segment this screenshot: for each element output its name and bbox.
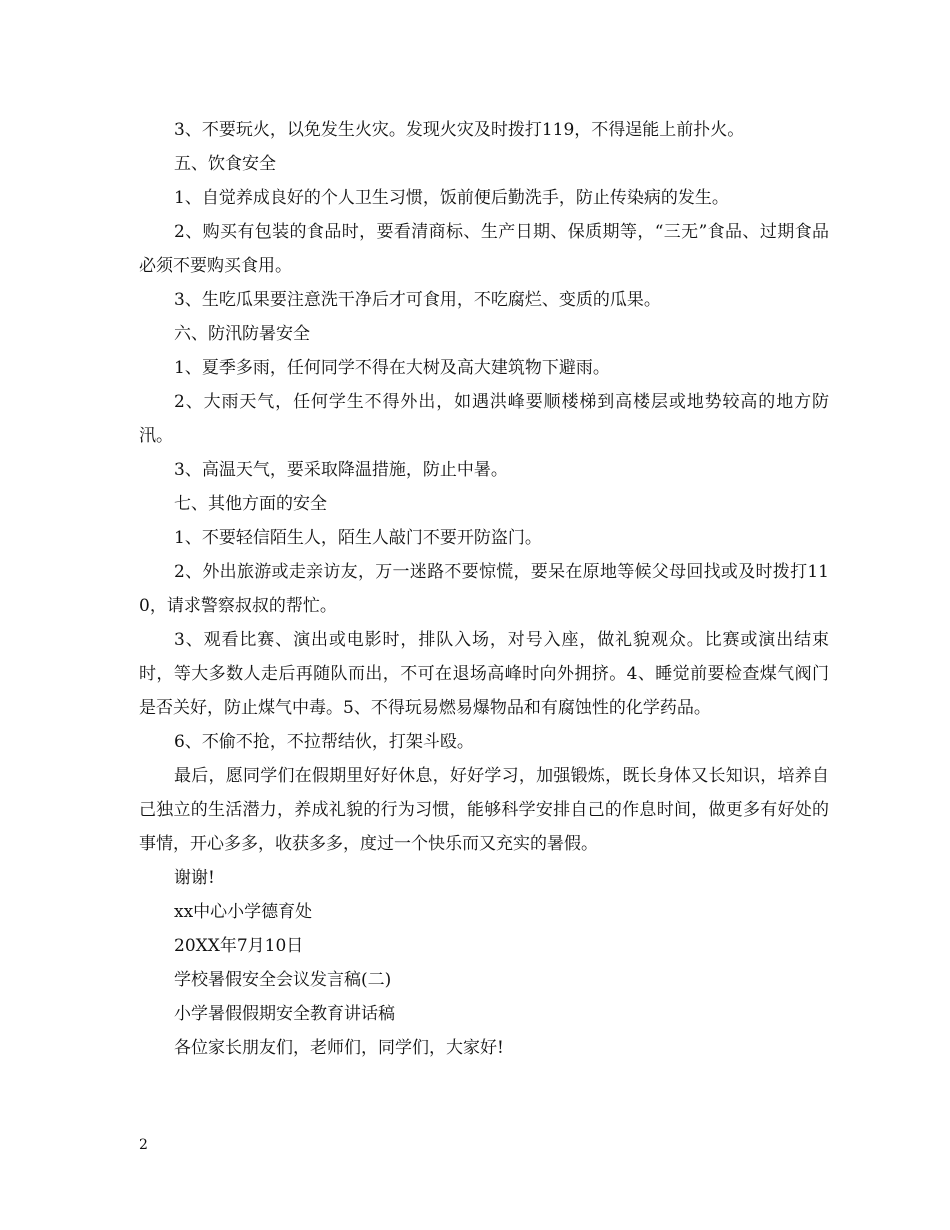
paragraph-flood-item-1: 1、夏季多雨，任何同学不得在大树及高大建筑物下避雨。 [174,358,610,378]
paragraph-thanks: 谢谢! [174,868,215,888]
section-heading-food-safety: 五、饮食安全 [174,154,276,174]
paragraph-food-item-3: 3、生吃瓜果要注意洗干净后才可食用，不吃腐烂、变质的瓜果。 [174,290,661,310]
next-document-subtitle: 小学暑假假期安全教育讲话稿 [174,1004,395,1024]
section-heading-other-safety: 七、其他方面的安全 [174,494,327,514]
paragraph-food-item-1: 1、自觉养成良好的个人卫生习惯，饭前便后勤洗手，防止传染病的发生。 [174,188,729,208]
paragraph-closing: 最后，愿同学们在假期里好好休息，好好学习，加强锻炼，既长身体又长知识，培养自己独立的生活潜力，养成礼貌的行为习惯，能够科学安排自己的作息时间，做更多有好处的事情，开心多多，收获多多，度过一个快乐而又充实的暑假。 [139,766,829,854]
paragraph-other-item-6: 6、不偷不抢，不拉帮结伙，打架斗殴。 [174,732,474,752]
paragraph-flood-item-2: 2、大雨天气，任何学生不得外出，如遇洪峰要顺楼梯到高楼层或地势较高的地方防汛。 [139,392,829,446]
next-document-greeting: 各位家长朋友们，老师们，同学们，大家好! [174,1038,504,1058]
page-number: 2 [139,1137,148,1153]
signature-date: 20XX年7月10日 [174,936,304,956]
paragraph-other-item-1: 1、不要轻信陌生人，陌生人敲门不要开防盗门。 [174,528,542,548]
signature-organization: xx中心小学德育处 [174,902,313,922]
document-body [139,113,829,1065]
paragraph-other-item-3-5: 3、观看比赛、演出或电影时，排队入场，对号入座，做礼貌观众。比赛或演出结束时，等大多数人走后再随队而出，不可在退场高峰时向外拥挤。4、睡觉前要检查煤气阀门是否关好，防止煤气中毒。5、不得玩易燃易爆物品和有腐蚀性的化学药品。 [139,630,829,718]
paragraph-other-item-2: 2、外出旅游或走亲访友，万一迷路不要惊慌，要呆在原地等候父母回找或及时拨打110，请求警察叔叔的帮忙。 [139,562,829,616]
next-document-title: 学校暑假安全会议发言稿(二) [174,970,392,990]
paragraph-food-item-2: 2、购买有包装的食品时，要看清商标、生产日期、保质期等，“三无”食品、过期食品必须不要购买食用。 [139,222,829,276]
paragraph-fire-safety-item-3: 3、不要玩火，以免发生火灾。发现火灾及时拨打119，不得逞能上前扑火。 [174,120,745,140]
section-heading-flood-heat-safety: 六、防汛防暑安全 [174,324,310,344]
paragraph-flood-item-3: 3、高温天气，要采取降温措施，防止中暑。 [174,460,508,480]
